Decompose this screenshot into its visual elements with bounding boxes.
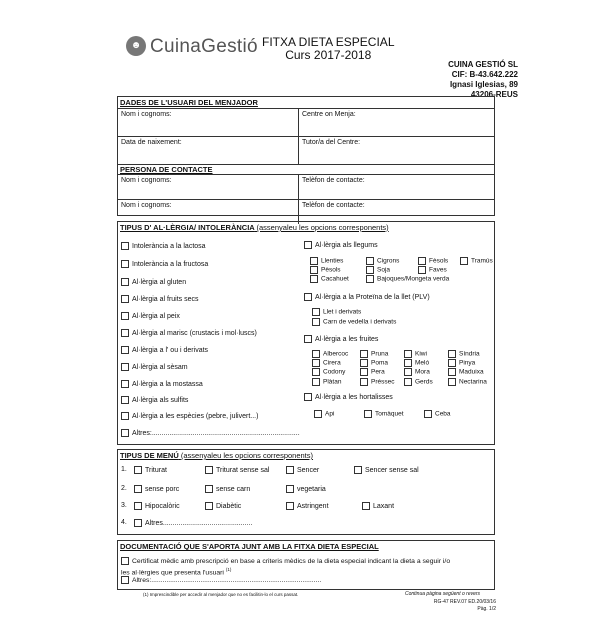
menu-row-num: 1. (121, 466, 127, 473)
legume-option[interactable]: Tramús (460, 257, 490, 266)
footer-page: Pàg. 1/2 (477, 606, 496, 612)
user-section-heading: DADES DE L'USUARI DEL MENJADOR (120, 98, 258, 107)
fruit-option[interactable]: Pinya (448, 359, 492, 368)
allergy-option-label: Al·lèrgia a les espècies (pebre, julivert...) (132, 412, 259, 420)
allergy-option-gluten[interactable] (121, 278, 186, 286)
menu-option-laxative[interactable]: Laxant (362, 502, 394, 510)
legumes-grid (310, 257, 493, 285)
allergy-option-label: Al·lèrgia al peix (132, 312, 180, 320)
checkbox[interactable] (304, 293, 312, 301)
menu-heading-note: (assenyaleu les opcions corresponents) (180, 451, 314, 460)
centre-field[interactable]: Centre on Menja: (302, 111, 356, 118)
allergy-option-fruits[interactable] (304, 335, 378, 343)
checkbox[interactable] (304, 241, 312, 249)
allergy-option-label: Al·lèrgia a l' ou i derivats (132, 346, 209, 354)
allergy-option-label: Al·lèrgia a les hortalisses (315, 393, 393, 401)
menu-row-num: 2. (121, 485, 127, 492)
allergy-option-label: Al·lèrgia a les fruites (315, 335, 379, 343)
menu-option-hypocaloric[interactable]: Hipocalòric (134, 502, 180, 510)
checkbox[interactable] (121, 260, 129, 268)
fruit-option[interactable]: Pruna (360, 350, 400, 359)
legume-option[interactable]: Llenties (310, 257, 362, 266)
fruit-option[interactable]: Codony (312, 368, 356, 377)
menu-option-astringent[interactable]: Astringent (286, 502, 329, 510)
allergy-option-egg[interactable] (121, 346, 208, 354)
contact-phone1-field[interactable]: Telèfon de contacte: (302, 177, 365, 184)
doc-cert-line1: Certificat mèdic amb prescripció en base a criteris mèdics de la dieta especial indicant la dieta a seguir i/o (132, 557, 451, 565)
footer-continue: Continua pàgina següent o revers (405, 591, 481, 597)
checkbox[interactable] (121, 412, 129, 420)
milk-option-dairy[interactable]: Llet i derivats (312, 308, 361, 316)
documents-section-heading: DOCUMENTACIÓ QUE S'APORTA JUNT AMB LA FITXA DIETA ESPECIAL (120, 542, 379, 551)
checkbox[interactable] (121, 242, 129, 250)
fruit-option[interactable]: Poma (360, 359, 400, 368)
allergy-option-label: Intolerància a la fructosa (132, 260, 209, 268)
birth-date-field[interactable]: Data de naixement: (118, 137, 299, 164)
allergy-option-milk-protein[interactable] (304, 293, 430, 301)
checkbox[interactable] (304, 393, 312, 401)
allergy-option-label: Al·lèrgia a la mostassa (132, 380, 203, 388)
menu-section-heading (118, 450, 494, 461)
allergy-option-spices[interactable] (121, 412, 258, 420)
checkbox[interactable] (121, 363, 129, 371)
allergy-option-fish[interactable] (121, 312, 180, 320)
doc-cert-superscript: (1) (225, 566, 232, 572)
fruit-option[interactable]: Préssec (360, 378, 400, 387)
allergy-option-label: Al·lèrgia al fruits secs (132, 295, 199, 303)
checkbox[interactable] (121, 557, 129, 565)
allergy-heading-text: TIPUS D' AL·LÈRGIA/ INTOLERÀNCIA (120, 223, 255, 232)
contact-name2-field[interactable]: Nom i cognoms: (118, 200, 299, 224)
logo-chef-icon: ☻ (126, 36, 146, 56)
checkbox[interactable] (121, 312, 129, 320)
allergy-option-label: Al·lèrgia als sulfits (132, 396, 189, 404)
allergy-option-label: Al·lèrgia als llegums (315, 241, 378, 249)
allergy-option-lactose[interactable] (121, 242, 206, 250)
fruit-option[interactable]: Maduixa (448, 368, 492, 377)
allergy-option-seafood[interactable] (121, 329, 257, 337)
company-info (448, 60, 518, 100)
company-postcode: 43206-REUS (470, 90, 518, 99)
legume-option[interactable]: Pèsols (310, 266, 362, 275)
fruit-option[interactable]: Pera (360, 368, 400, 377)
checkbox[interactable] (121, 278, 129, 286)
allergy-option-label: Al·lèrgia al marisc (crustacis i mol·luscs) (132, 329, 257, 337)
footer-ref: RG-47 REV.07 ED.20/03/16 (433, 599, 496, 605)
checkbox[interactable] (121, 380, 129, 388)
allergy-option-label: Altres:............................................................................ (132, 429, 300, 437)
allergy-option-label: Al·lèrgia al sèsam (132, 363, 188, 371)
checkbox[interactable] (304, 335, 312, 343)
checkbox[interactable] (121, 396, 129, 404)
fruit-option[interactable]: Meló (404, 359, 444, 368)
legume-option[interactable]: Soja (366, 266, 414, 275)
allergy-option-label: Al·lèrgia a la Proteïna de la llet (PLV) (315, 293, 430, 301)
allergy-option-mustard[interactable] (121, 380, 203, 388)
logo-text: CuinaGestió (150, 36, 258, 57)
fruit-option[interactable]: Cirera (312, 359, 356, 368)
legume-option[interactable]: Faves (418, 266, 456, 275)
menu-row-num: 4. (121, 519, 127, 526)
allergy-option-vegetables[interactable] (304, 393, 393, 401)
vegetable-option-tomato[interactable]: Tomàquet (364, 410, 404, 418)
fruit-option[interactable]: Nectarina (448, 378, 492, 387)
fruit-option[interactable]: Plàtan (312, 378, 356, 387)
contact-name1-field[interactable]: Nom i cognoms: (118, 175, 299, 199)
allergy-heading-note: (assenyaleu les opcions corresponents) (256, 223, 389, 232)
footer-note: (1) Imprescindible per accedir al menjador que no es facilitin-lo el curs passat. (143, 592, 299, 597)
menu-row-num: 3. (121, 502, 127, 509)
menu-option-diabetic[interactable]: Diabètic (205, 502, 241, 510)
fruit-option[interactable]: Albercoc (312, 350, 356, 359)
title-line1: FITXA DIETA ESPECIAL (262, 35, 395, 49)
doc-cert-line2: les al·lèrgies que presenta l'usuari (121, 569, 224, 577)
allergy-option-others[interactable] (121, 429, 300, 437)
menu-option-triturat-no-salt[interactable]: Triturat sense sal (205, 466, 269, 474)
vegetable-option-onion[interactable]: Ceba (424, 410, 451, 418)
fruit-option[interactable]: Mora (404, 368, 444, 377)
checkbox[interactable] (121, 329, 129, 337)
document-title (262, 36, 395, 62)
fruit-option[interactable]: Kiwi (404, 350, 444, 359)
checkbox[interactable] (121, 429, 129, 437)
allergy-section-heading (118, 222, 494, 233)
contact-phone2-field[interactable]: Telèfon de contacte: (302, 202, 365, 209)
allergy-option-sesame[interactable] (121, 363, 188, 371)
allergy-option-label: Al·lèrgia al gluten (132, 278, 187, 286)
allergy-option-sulfites[interactable] (121, 396, 188, 404)
allergy-option-label: Intolerància a la lactosa (132, 242, 206, 250)
menu-option-no-meat[interactable]: sense carn (205, 485, 250, 493)
contact-section-heading: PERSONA DE CONTACTE (120, 165, 213, 174)
menu-option-triturat[interactable]: Triturat (134, 466, 167, 474)
menu-option-vegetarian[interactable]: vegetaria (286, 485, 326, 493)
tutor-field[interactable]: Tutor/a del Centre: (302, 139, 361, 146)
legume-option[interactable]: Cacahuet (310, 275, 362, 284)
title-line2: Curs 2017-2018 (285, 48, 372, 62)
checkbox[interactable] (121, 295, 129, 303)
company-address: Ignasi Iglesias, 89 (449, 80, 518, 89)
doc-option-others[interactable]: Altres:.......................................................................................... (121, 576, 321, 584)
legume-option[interactable]: Fèsols (418, 257, 456, 266)
allergy-option-nuts[interactable] (121, 295, 199, 303)
user-contact-box (117, 96, 495, 216)
milk-option-veal[interactable]: Carn de vedella i derivats (312, 318, 396, 326)
company-cif: CIF: B-43.642.222 (451, 70, 518, 79)
menu-heading-text: TIPUS DE MENÚ (120, 451, 179, 460)
menu-option-sencer[interactable]: Sencer (286, 466, 319, 474)
checkbox[interactable] (121, 346, 129, 354)
legume-option[interactable]: Cigrons (366, 257, 414, 266)
menu-option-sencer-no-salt[interactable]: Sencer sense sal (354, 466, 419, 474)
doc-option-medical-certificate[interactable] (121, 557, 491, 577)
fruits-grid (312, 350, 492, 387)
fruit-option[interactable]: Síndria (448, 350, 492, 359)
company-name: CUINA GESTIÓ SL (448, 60, 518, 69)
menu-option-no-pork[interactable]: sense porc (134, 485, 179, 493)
allergy-option-legumes[interactable] (304, 241, 378, 249)
user-name-field[interactable]: Nom i cognoms: (118, 109, 299, 136)
fruit-option[interactable]: Gerds (404, 378, 444, 387)
vegetable-option-celery[interactable]: Api (314, 410, 334, 418)
allergy-option-fructose[interactable] (121, 260, 208, 268)
legume-option[interactable]: Bajoques/Mongeta verda (366, 275, 456, 284)
menu-option-others[interactable]: Altres.............................................. (134, 519, 252, 527)
